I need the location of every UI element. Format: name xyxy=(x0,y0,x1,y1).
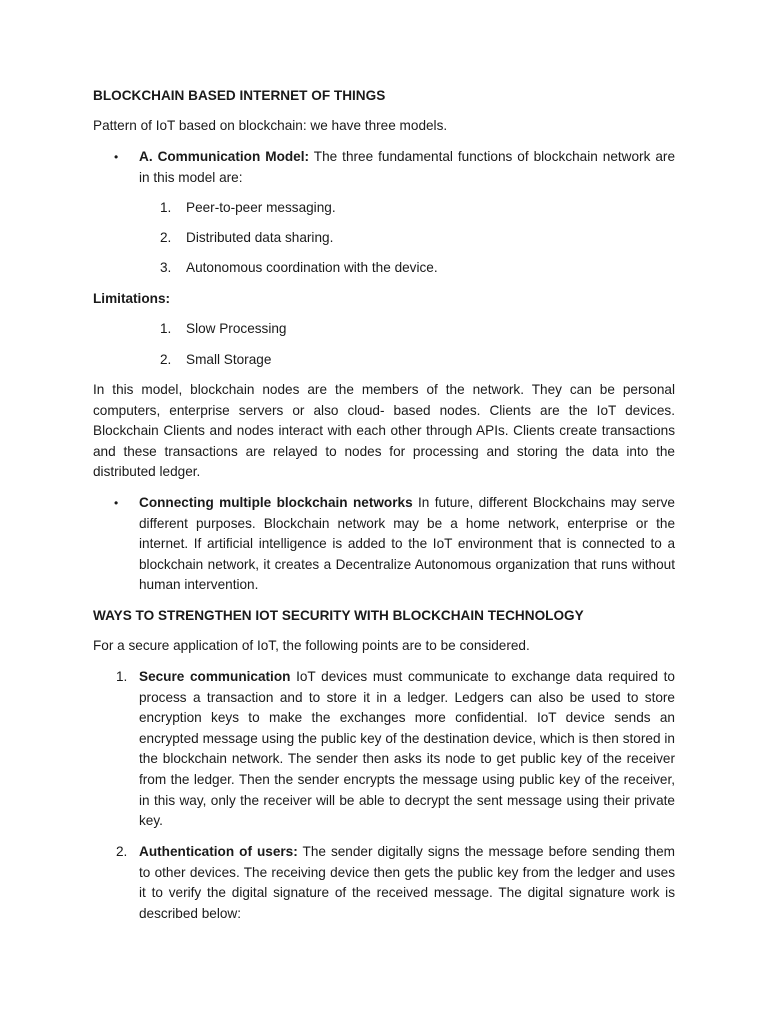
point-label: Secure communication xyxy=(139,669,291,684)
communication-model-text: The three fundamental functions of blockchain network are in this model are: xyxy=(139,149,676,185)
list-item: Autonomous coordination with the device. xyxy=(186,260,438,275)
list-item: Peer-to-peer messaging. xyxy=(186,200,336,215)
point-label: Authentication of users: xyxy=(139,844,298,859)
intro-text: Pattern of IoT based on blockchain: we have three models. xyxy=(93,118,448,133)
point-text: The sender digitally signs the message before sending them to other devices. The receiving device then gets the public key from the ledger and uses it to verify the digital signature of the received message. The digital signature work is described below: xyxy=(139,844,675,921)
list-number: 1. xyxy=(160,321,172,336)
point-text: IoT devices must communicate to exchange data required to process a transaction and to store it in a ledger. Ledgers can also be used to store encryption keys to make the exchanges more confidential. IoT device sends an encrypted message using the public key of the destination device, which is then stored in the blockchain network. The sender then asks its node to get public key of the receiver from the ledger. Then the sender encrypts the message using public key of the receiver, in this way, only the receiver will be able to decrypt the sent message using their private key. xyxy=(139,669,675,829)
communication-model-label: A. Communication Model: xyxy=(139,149,310,164)
section-heading: WAYS TO STRENGTHEN IOT SECURITY WITH BLOCKCHAIN TECHNOLOGY xyxy=(93,608,584,623)
list-number: 2. xyxy=(116,844,128,859)
multiple-networks-item xyxy=(139,493,675,596)
list-item: Distributed data sharing. xyxy=(186,230,334,245)
list-number: 2. xyxy=(160,230,172,245)
list-number: 1. xyxy=(160,200,172,215)
section-intro: For a secure application of IoT, the following points are to be considered. xyxy=(93,638,530,653)
communication-model-item xyxy=(139,147,675,188)
list-number: 1. xyxy=(116,669,128,684)
list-item: Slow Processing xyxy=(186,321,287,336)
multiple-networks-label: Connecting multiple blockchain networks xyxy=(139,495,413,510)
list-number: 2. xyxy=(160,352,172,367)
limitations-heading: Limitations: xyxy=(93,291,171,306)
multiple-networks-text: In future, different Blockchains may serve different purposes. Blockchain network may be a home network, enterprise or the internet. If artificial intelligence is added to the IoT environment that is connected to a blockchain network, it creates a Decentralize Autonomous organization that runs without human intervention. xyxy=(139,495,675,593)
model-paragraph: In this model, blockchain nodes are the members of the network. They can be personal computers, enterprise servers or also cloud- based nodes. Clients are the IoT devices. Blockchain Clients and nodes interact with each other through APIs. Clients create transactions and these transactions are relayed to nodes for processing and storing the data into the distributed ledger. xyxy=(93,382,675,480)
bullet-marker: • xyxy=(114,150,119,164)
secure-communication-item xyxy=(139,667,675,832)
authentication-item xyxy=(139,842,675,924)
list-item: Small Storage xyxy=(186,352,272,367)
list-number: 3. xyxy=(160,260,172,275)
bullet-marker: • xyxy=(114,496,119,510)
page-title: BLOCKCHAIN BASED INTERNET OF THINGS xyxy=(93,88,386,103)
